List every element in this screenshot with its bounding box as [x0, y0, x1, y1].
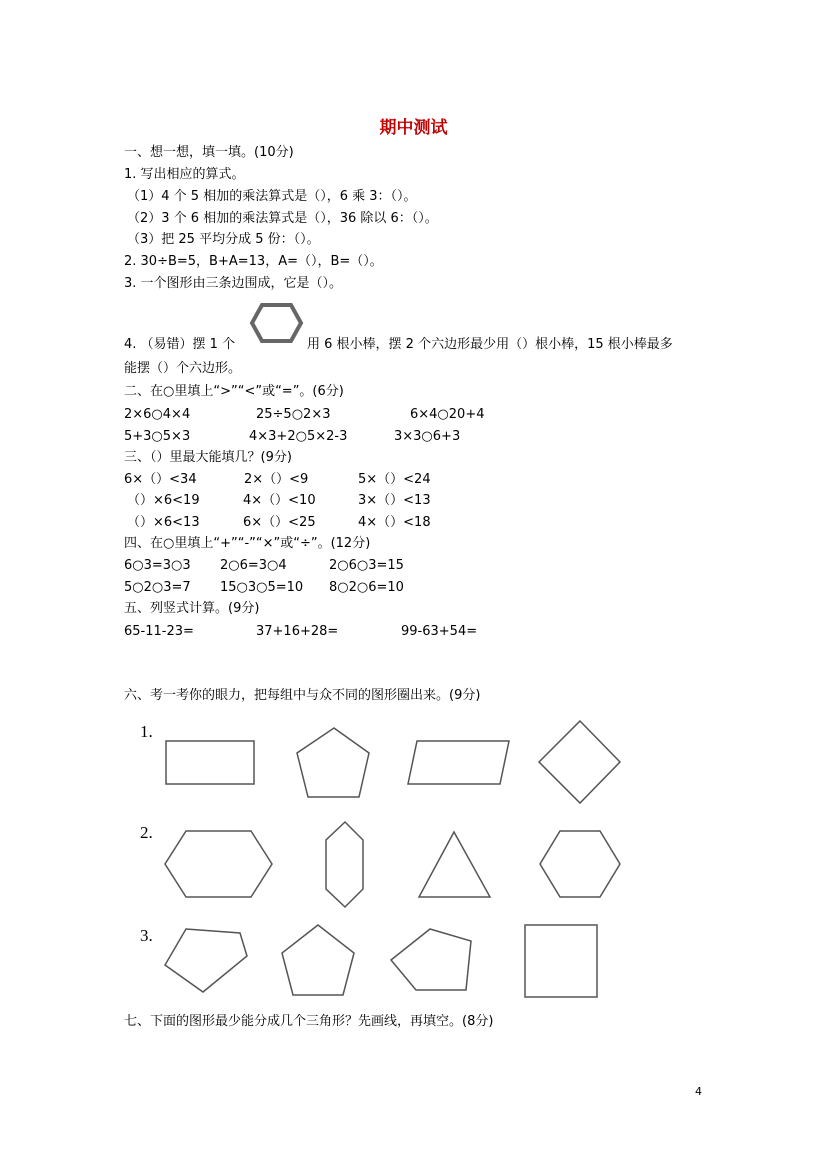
- max-fill-item: 6×（）<34: [124, 472, 197, 487]
- compare-item: 3×3○6+3: [394, 429, 461, 444]
- question-1b: （2）3 个 6 相加的乘法算式是（），36 除以 6：（）。: [127, 211, 438, 226]
- section-2-heading: 二、在○里填上“>”“<”或“=”。(6分): [124, 384, 344, 399]
- pentagon-shape: [165, 929, 247, 992]
- vertical-calc-item: 37+16+28=: [256, 624, 339, 639]
- question-3: 3. 一个图形由三条边围成，它是（）。: [124, 276, 343, 291]
- question-1a: （1）4 个 5 相加的乘法算式是（），6 乘 3：（）。: [127, 189, 417, 204]
- group-2-label: 2.: [140, 823, 153, 842]
- section-1-heading: 一、想一想，填一填。(10分): [124, 145, 294, 160]
- rectangle-shape: [166, 741, 254, 784]
- operator-item: 5○2○3=7: [124, 580, 191, 595]
- compare-item: 6×4○20+4: [410, 407, 485, 422]
- pentagon-shape: [391, 929, 471, 990]
- page-title: 期中测试: [379, 118, 448, 138]
- hexagon-icon: [252, 305, 301, 341]
- question-4-line2: 能摆（）个六边形。: [124, 361, 242, 376]
- vertical-calc-item: 99-63+54=: [401, 624, 478, 639]
- max-fill-item: （）×6<19: [127, 493, 200, 508]
- max-fill-item: 2×（）<9: [244, 472, 309, 487]
- max-fill-item: 3×（）<13: [358, 493, 431, 508]
- compare-item: 4×3+2○5×2-3: [249, 429, 348, 444]
- max-fill-item: 4×（）<18: [358, 515, 431, 530]
- section-4-heading: 四、在○里填上“+”“-”“×”或“÷”。(12分): [124, 536, 371, 551]
- page-number: 4: [695, 1085, 702, 1098]
- group-3-label: 3.: [140, 926, 153, 945]
- hexagon-shape: [326, 822, 363, 907]
- pentagon-shape: [297, 728, 369, 797]
- section-3-heading: 三、（）里最大能填几？(9分): [124, 450, 292, 465]
- question-2: 2. 30÷B=5，B+A=13，A=（），B=（）。: [124, 254, 383, 269]
- vertical-calc-item: 65-11-23=: [124, 624, 194, 639]
- operator-item: 2○6=3○4: [220, 558, 287, 573]
- question-4-prefix: 4. （易错）摆 1 个: [124, 337, 236, 352]
- question-1: 1. 写出相应的算式。: [124, 167, 245, 182]
- section-6-heading: 六、考一考你的眼力，把每组中与众不同的图形圈出来。(9分): [124, 688, 481, 703]
- max-fill-item: （）×6<13: [127, 515, 200, 530]
- compare-item: 25÷5○2×3: [256, 407, 331, 422]
- max-fill-item: 4×（）<10: [243, 493, 316, 508]
- parallelogram-shape: [408, 741, 509, 784]
- triangle-shape: [419, 832, 490, 897]
- square-shape: [525, 925, 597, 997]
- operator-item: 15○3○5=10: [220, 580, 304, 595]
- compare-item: 2×6○4×4: [124, 407, 191, 422]
- hexagon-shape: [165, 831, 272, 897]
- max-fill-item: 5×（）<24: [358, 472, 431, 487]
- operator-item: 2○6○3=15: [329, 558, 404, 573]
- pentagon-shape: [282, 925, 354, 995]
- section-7-heading: 七、下面的图形最少能分成几个三角形？先画线，再填空。(8分): [124, 1014, 494, 1029]
- group-1-label: 1.: [140, 722, 153, 741]
- max-fill-item: 6×（）<25: [243, 515, 316, 530]
- question-1c: （3）把 25 平均分成 5 份：（）。: [127, 232, 320, 247]
- diamond-shape: [539, 721, 620, 803]
- compare-item: 5+3○5×3: [124, 429, 191, 444]
- section-5-heading: 五、列竖式计算。(9分): [124, 601, 260, 616]
- hexagon-shape: [540, 831, 620, 897]
- operator-item: 8○2○6=10: [329, 580, 404, 595]
- operator-item: 6○3=3○3: [124, 558, 191, 573]
- question-4-text: 用 6 根小棒，摆 2 个六边形最少用（）根小棒，15 根小棒最多: [307, 337, 673, 352]
